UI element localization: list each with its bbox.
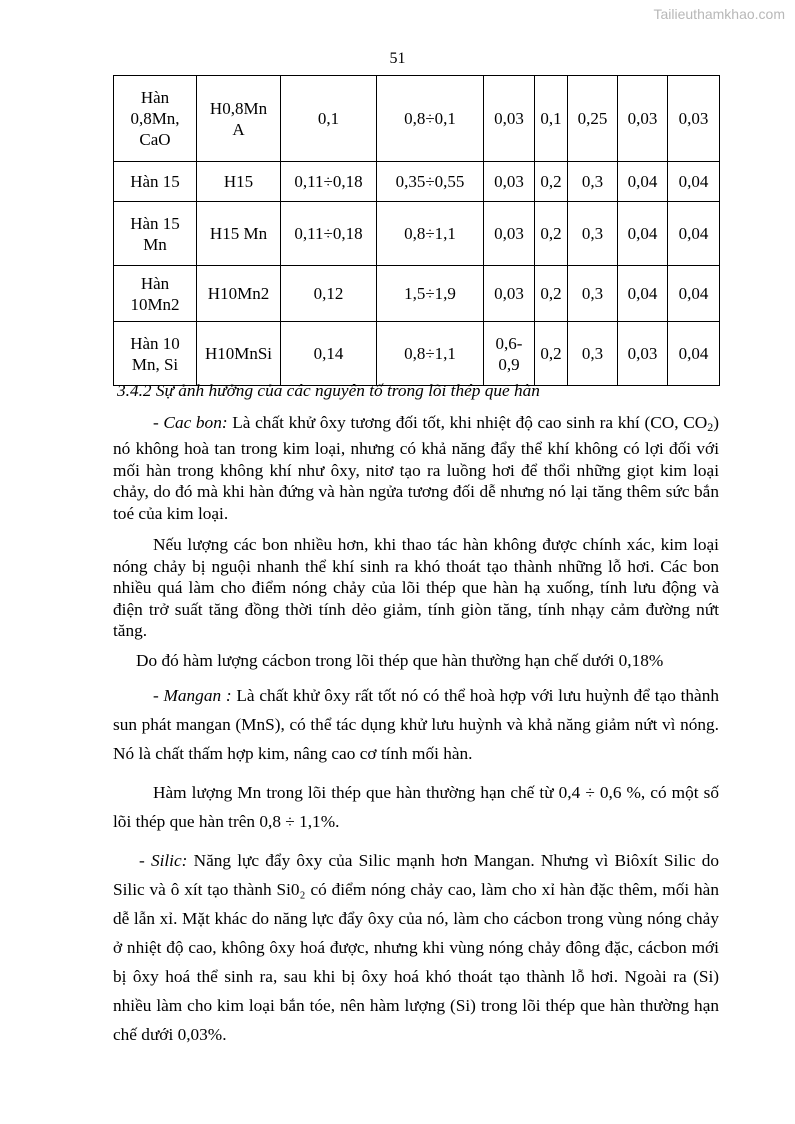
table-cell: 1,5÷1,9 bbox=[377, 266, 484, 322]
term-carbon: - Cac bon: bbox=[153, 412, 228, 432]
table-cell: H10MnSi bbox=[197, 322, 281, 386]
paragraph-carbon bbox=[113, 412, 719, 525]
table-cell: 0,1 bbox=[281, 76, 377, 162]
table-body bbox=[114, 76, 720, 386]
watermark: Tailieuthamkhao.com bbox=[653, 6, 785, 22]
paragraph-manganese bbox=[113, 681, 719, 768]
table-cell: Hàn 15 bbox=[114, 162, 197, 202]
term-silicon: - Silic: bbox=[139, 851, 188, 870]
paragraph-carbon-more: Nếu lượng các bon nhiều hơn, khi thao tác hàn không được chính xác, kim loại nóng chảy bị nguội nhanh thể khí sinh ra khó thoát tạo thành những lỗ hơi. Các bon nhiều quá làm cho điểm nóng chảy của lõi thép que hàn hạ xuống, tính lưu động và điện trở suất tăng đồng thời tính dẻo giảm, tính giòn tăng, tính nhạy cảm đường nứt tăng. bbox=[113, 535, 719, 640]
table-cell: 0,04 bbox=[668, 202, 720, 266]
table-cell: 0,04 bbox=[668, 162, 720, 202]
table-cell: 0,3 bbox=[568, 322, 618, 386]
table-cell: 0,03 bbox=[618, 76, 668, 162]
table-cell: H15 bbox=[197, 162, 281, 202]
table-cell: 0,03 bbox=[668, 76, 720, 162]
table-cell: Hàn 15 Mn bbox=[114, 202, 197, 266]
section-heading: 3.4.2 Sự ảnh hưởng của các nguyên tố trong lõi thép que hàn bbox=[117, 381, 540, 400]
table-row bbox=[114, 202, 720, 266]
table-cell: 0,03 bbox=[484, 266, 535, 322]
table-cell: 0,8÷0,1 bbox=[377, 76, 484, 162]
table-cell: 0,04 bbox=[668, 266, 720, 322]
table-cell: 0,2 bbox=[535, 162, 568, 202]
table-cell: 0,04 bbox=[618, 162, 668, 202]
table-cell: 0,3 bbox=[568, 162, 618, 202]
silicon-text: Năng lực đẩy ôxy của Silic mạnh hơn Mangan. Nhưng vì Biôxít Silic do Silic và ô xít tạo thành Si0₂ có điểm nóng chảy cao, làm cho xỉ hàn đặc thêm, mối hàn dễ lẫn xỉ. Mặt khác do năng lực đẩy ôxy của nó, làm cho cácbon trong vùng nóng chảy ở nhiệt độ cao, không ôxy hoá được, nhưng khi vùng nóng chảy đông đặc, cácbon mới bị ôxy hoá thể sinh ra, sau khi bị ôxy hoá khó thoát tạo thành lỗ hơi. Ngoài ra (Si) nhiều làm cho kim loại bắn tóe, nên hàm lượng (Si) trong lõi thép que hàn thường hạn chế dưới 0,03%. bbox=[113, 851, 719, 1044]
table-cell: H15 Mn bbox=[197, 202, 281, 266]
table-cell: 0,2 bbox=[535, 322, 568, 386]
paragraph-carbon-limit: Do đó hàm lượng cácbon trong lõi thép que hàn thường hạn chế dưới 0,18% bbox=[136, 650, 664, 670]
table-row bbox=[114, 162, 720, 202]
table-cell: 0,8÷1,1 bbox=[377, 202, 484, 266]
table-row bbox=[114, 76, 720, 162]
paragraph-manganese-limit: Hàm lượng Mn trong lõi thép que hàn thường hạn chế từ 0,4 ÷ 0,6 %, có một số lõi thép que hàn trên 0,8 ÷ 1,1%. bbox=[113, 783, 719, 831]
table-cell: 0,04 bbox=[668, 322, 720, 386]
table-cell: 0,03 bbox=[484, 162, 535, 202]
table-cell: 0,03 bbox=[484, 76, 535, 162]
table-cell: H0,8Mn A bbox=[197, 76, 281, 162]
table-cell: 0,3 bbox=[568, 202, 618, 266]
table-cell: 0,8÷1,1 bbox=[377, 322, 484, 386]
table-cell: 0,2 bbox=[535, 266, 568, 322]
carbon-text-b: ) nó không hoà tan trong kim loại, nhưng có khả năng đẩy thể khí không có lợi đối với mối hàn trong không khí như ôxy, nitơ tạo ra luồng hơi để thổi những giọt kim loại chảy, do đó mà khi hàn đứng và hàn ngửa tương đối dễ nhưng nó lại tăng thêm sức bắn toé của kim loại. bbox=[113, 412, 719, 523]
table-cell: 0,04 bbox=[618, 202, 668, 266]
table-cell: H10Mn2 bbox=[197, 266, 281, 322]
section-body bbox=[113, 380, 719, 1049]
table-cell: 0,25 bbox=[568, 76, 618, 162]
table-cell: 0,6- 0,9 bbox=[484, 322, 535, 386]
table-cell: 0,04 bbox=[618, 266, 668, 322]
paragraph-silicon bbox=[113, 846, 719, 1049]
table-cell: 0,3 bbox=[568, 266, 618, 322]
table-cell: 0,11÷0,18 bbox=[281, 162, 377, 202]
table-row bbox=[114, 266, 720, 322]
table-cell: 0,1 bbox=[535, 76, 568, 162]
table-cell: 0,12 bbox=[281, 266, 377, 322]
table-cell: 0,03 bbox=[484, 202, 535, 266]
table-cell: Hàn 0,8Mn, CaO bbox=[114, 76, 197, 162]
co2-subscript: 2 bbox=[707, 419, 714, 434]
page-number: 51 bbox=[389, 50, 406, 67]
table-cell: 0,03 bbox=[618, 322, 668, 386]
table-cell: Hàn 10 Mn, Si bbox=[114, 322, 197, 386]
table-cell: 0,14 bbox=[281, 322, 377, 386]
table-cell: 0,2 bbox=[535, 202, 568, 266]
table-cell: Hàn 10Mn2 bbox=[114, 266, 197, 322]
table-cell: 0,35÷0,55 bbox=[377, 162, 484, 202]
manganese-text: Là chất khử ôxy rất tốt nó có thể hoà hợp với lưu huỳnh để tạo thành sun phát mangan (MnS), có thể tác dụng khử lưu huỳnh và khả năng giảm nứt vì nóng. Nó là chất thấm hợp kim, nâng cao cơ tính mối hàn. bbox=[113, 686, 719, 763]
electrode-composition-table bbox=[113, 75, 720, 386]
term-manganese: - Mangan : bbox=[153, 686, 232, 705]
table-cell: 0,11÷0,18 bbox=[281, 202, 377, 266]
carbon-text-a: Là chất khử ôxy tương đối tốt, khi nhiệt độ cao sinh ra khí (CO, CO bbox=[227, 412, 708, 432]
table-row bbox=[114, 322, 720, 386]
